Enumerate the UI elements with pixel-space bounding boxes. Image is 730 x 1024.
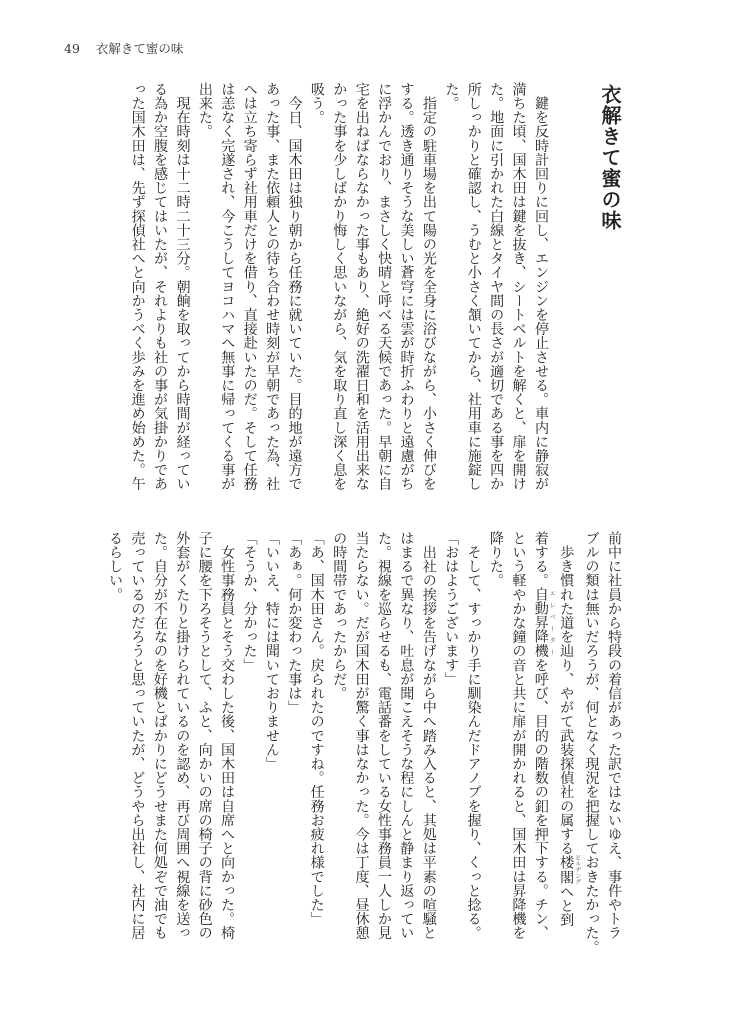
text-line [306,82,328,494]
text-segment: た。自分が不在なのを好機とばかりにどうせまた何処ぞで油でも [151,531,168,940]
text-segment: た。 [443,82,460,111]
text-segment: った国木田は、先ず探偵社へと向かうべく歩みを進め始めた。午 [129,82,146,491]
text-line [194,82,216,494]
text-line [485,82,507,494]
text-line [126,82,148,494]
text-line [530,82,552,494]
text-segment: た。地面に引かれた白線とタイヤ間の長さが適切である事を四か [488,82,505,491]
ruby-reading: エレベーター [548,587,556,658]
text-segment: 出来た。 [196,82,213,139]
text-segment: へと到 [558,884,575,927]
text-line [238,82,260,494]
text-line [603,531,625,943]
text-segment: 指定の駐車場を出て陽の光を全身に浴びながら、小さく伸びを [420,82,437,491]
lower-text-block [104,531,625,954]
text-line [462,531,484,943]
text-segment: を呼び、目的の階数の釦を押下する。チン、 [532,657,549,940]
text-line [238,531,260,943]
text-line [373,82,395,494]
text-segment: 吸う。 [308,82,325,125]
text-line [440,531,462,943]
text-segment: に浮かんでおり、まさしく快晴と呼べる天候であった。早朝に自 [376,82,393,491]
text-segment: 売っているのだろうと思っていたが、どうやら出社し、社内に居 [129,531,146,940]
text-segment: る為か空腹を感じてはいたが、それよりも社の事が気掛かりであ [152,82,169,491]
text-line [216,82,238,494]
text-segment: はまるで異なり、吐息が聞こえそうな程にしんと静まり返ってい [398,531,415,940]
text-segment: 前中に社員から特段の着信があった訳ではないゆえ、事件やトラ [606,531,622,940]
text-line [440,82,462,494]
text-line [171,82,193,494]
text-line [171,531,193,943]
text-line [283,82,305,494]
text-line [507,82,529,494]
text-segment: 外套がくたりと掛けられているのを認め、再び周囲へ視線を送っ [174,531,191,940]
page-number: 49 [64,41,80,56]
text-line [462,82,484,494]
text-segment: 「おはようございます」 [443,531,460,687]
text-segment: 子に腰を下ろそうとして、ふと、向かいの席の椅子の背に砂色の [196,531,213,940]
text-line [507,531,529,943]
text-line [126,531,148,943]
text-segment: 鍵を反時計回りに回し、エンジンを停止させる。車内に静寂が [533,82,549,491]
upper-text-block [126,82,552,494]
running-header [64,39,183,57]
text-segment: の時間帯であったからだ。 [331,531,348,701]
ruby-annotated-word [558,854,581,885]
text-line [395,531,417,943]
text-line [418,82,440,494]
ruby-base: 楼閣 [558,854,575,885]
text-segment: そして、すっかり手に馴染んだドアノブを握り、くっと捻る。 [465,531,482,940]
text-line [555,531,580,943]
text-segment: ブルの類は無いだろうが、何となく現況を把握しておきたかった。 [583,531,600,954]
ruby-annotated-word [532,587,556,658]
text-segment: する。透き通りそうな美しい蒼穹には雲が時折ふわりと遠慮がち [398,82,415,491]
text-line [395,82,417,494]
text-segment: という軽やかな鐘の音と共に扉が開かれると、国木田は昇降機を [510,531,527,940]
text-segment: は恙なく完遂され、今こうしてヨコハマへ無事に帰ってくる事が [219,82,236,491]
text-line [485,531,507,943]
text-line [261,531,283,943]
text-line [148,531,170,943]
text-line [216,531,238,943]
text-segment: 「あ、国木田さん。戻られたのですね。任務お疲れ様でした」 [308,531,325,926]
text-line [104,531,126,943]
text-line [417,531,439,943]
text-line [261,82,283,494]
text-segment: あった事、また依頼人との待ち合わせ時刻が早朝であった為、社 [264,82,281,491]
text-segment: 降りた。 [487,531,504,588]
text-line [149,82,171,494]
running-title: 衣解きて蜜の味 [95,41,184,56]
text-line [328,82,350,494]
text-segment: 当たらない。だが国木田が驚く事はなかった。今は丁度、昼休憩 [353,531,370,940]
text-segment: 歩き慣れた道を辿り、やがて武装探偵社の属する [558,531,575,856]
text-segment: 「いいえ、特には聞いておりません」 [263,531,280,771]
text-segment: 所しっかりと確認し、うむと小さく頷いてから、社用車に施錠し [465,82,482,491]
text-line [580,531,602,954]
text-segment: 今日、国木田は独り朝から任務に就いていた。目的地が遠方で [286,82,303,491]
text-segment: 「そうか、分かった」 [241,531,258,672]
text-line [283,531,305,943]
chapter-title: 衣解きて蜜の味 [598,84,622,231]
text-segment: 着する。 [532,531,549,588]
text-segment: へは立ち寄らず社用車だけを借り、直接赴いたのだ。そして任務 [241,82,258,491]
ruby-reading: ビルヂング [573,854,581,885]
text-line [350,531,372,943]
text-line [305,531,327,943]
text-segment: かった事を少しばかり悔しく思いながら、気を取り直し深く息を [331,82,348,491]
text-segment: るらしい。 [107,531,124,602]
text-segment: 現在時刻は十二時二十三分。朝餉を取ってから時間が経ってい [174,82,191,491]
text-line [193,531,215,943]
text-line [328,531,350,943]
text-segment: 出社の挨拶を告げながら中へ踏み入ると、其処は平素の喧騒と [420,531,437,940]
text-segment: 女性事務員とそう交わした後、国木田は自席へと向かった。椅 [219,531,236,940]
text-segment: 「あぁ。何か変わった事は」 [286,531,303,715]
text-segment: た。視線を巡らせるも、電話番をしている女性事務員一人しか見 [375,531,392,940]
text-line [529,531,554,943]
text-line [350,82,372,494]
text-segment: 宅を出ねばならなかった事もあり、絶好の洗濯日和を活用出来な [353,82,370,491]
text-segment: 満ちた頃、国木田は鍵を抜き、シートベルトを解くと、扉を開け [510,82,527,491]
ruby-base: 自動昇降機 [532,587,549,658]
text-line [373,531,395,943]
